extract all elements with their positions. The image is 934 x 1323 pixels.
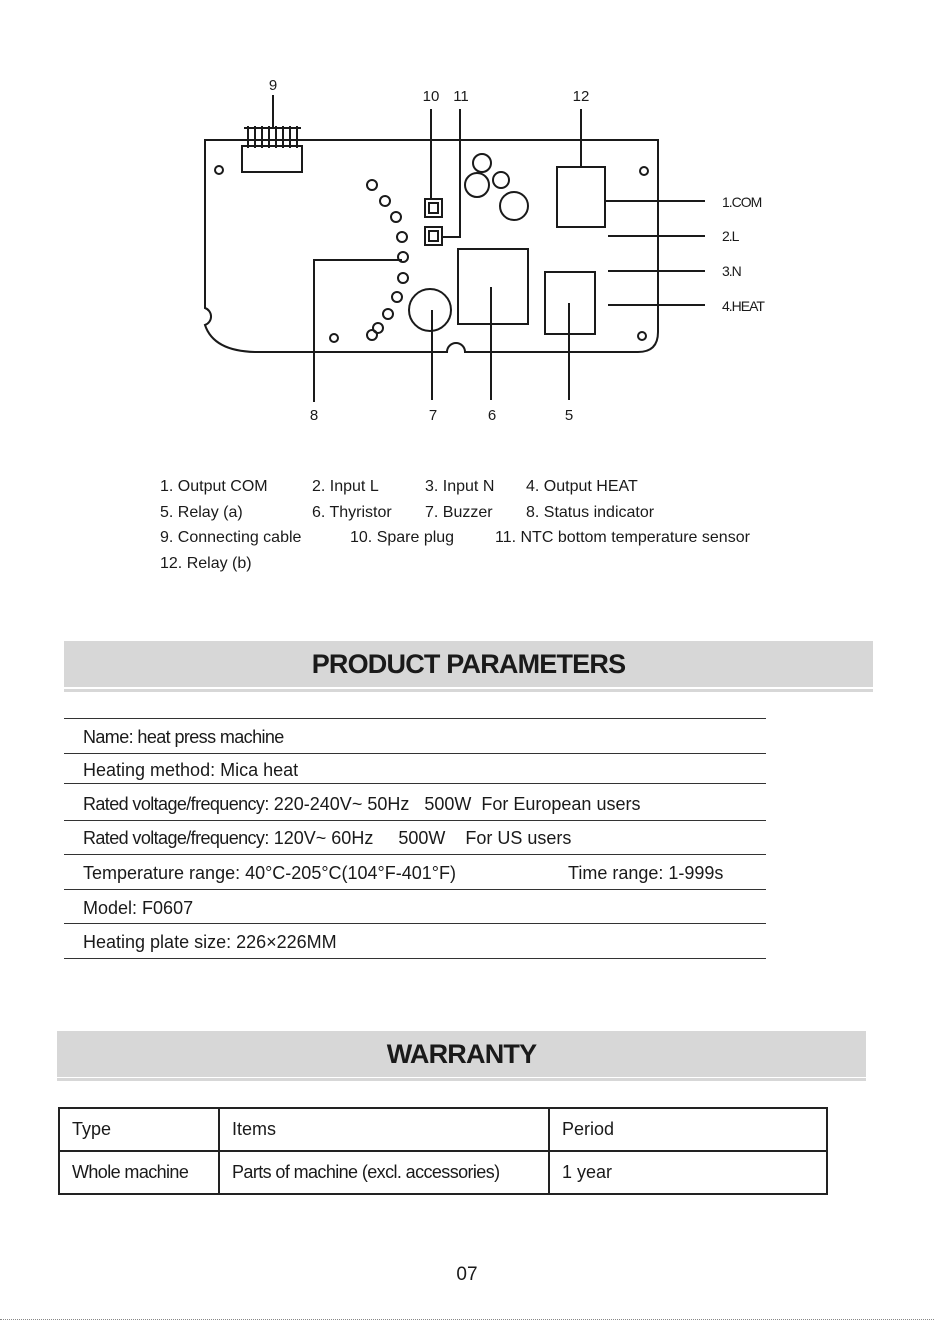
table-header-cell: Type — [59, 1108, 219, 1151]
legend-item: 7. Buzzer — [425, 503, 493, 521]
param-row-temperature — [64, 854, 766, 889]
warranty-table — [58, 1107, 828, 1195]
table-cell: Whole machine — [59, 1151, 219, 1194]
product-parameters-list — [64, 718, 766, 959]
spare-plug — [425, 199, 442, 217]
table-cell: Parts of machine (excl. accessories) — [219, 1151, 549, 1194]
legend-item: 9. Connecting cable — [160, 529, 302, 546]
legend-item: 6. Thyristor — [312, 503, 392, 521]
legend-row — [160, 551, 750, 577]
callout-7: 7 — [428, 407, 438, 424]
param-value: Mica heat — [220, 760, 299, 780]
legend-item: 12. Relay (b) — [160, 554, 252, 572]
heading-divider — [64, 689, 873, 692]
table-cell: 1 year — [549, 1151, 827, 1194]
param-row-voltage-us — [64, 820, 766, 854]
callout-10: 10 — [422, 88, 440, 105]
param-label: Rated voltage/frequency: — [83, 794, 269, 814]
param-value: Time range: 1-999s — [568, 863, 724, 883]
page-number: 07 — [456, 1264, 478, 1285]
buzzer — [409, 289, 451, 331]
table-header-cell: Period — [549, 1108, 827, 1151]
legend-item: 1. Output COM — [160, 478, 268, 495]
param-row-plate-size — [64, 923, 766, 959]
warranty-heading: WARRANTY — [57, 1031, 866, 1077]
legend-item: 11. NTC bottom temperature sensor — [495, 529, 750, 546]
table-row — [59, 1151, 827, 1194]
legend-item: 8. Status indicator — [526, 503, 655, 521]
connecting-cable-plug — [242, 146, 302, 172]
param-label: Heating method: — [83, 760, 216, 780]
legend-row — [160, 474, 750, 500]
param-label: Name: heat press machine — [83, 727, 284, 747]
table-header-row — [59, 1108, 827, 1151]
param-row-heating-method — [64, 753, 766, 783]
param-value: F0607 — [142, 898, 194, 918]
callout-11: 11 — [453, 88, 469, 105]
terminal-l-label: 2.L — [722, 228, 739, 244]
thyristor — [458, 249, 528, 324]
callout-8: 8 — [309, 407, 319, 424]
param-label: Rated voltage/frequency: — [83, 828, 269, 848]
callout-12: 12 — [572, 88, 590, 105]
param-value: 220-240V~ 50Hz 500W For European users — [273, 794, 641, 814]
relay-b — [557, 167, 605, 227]
legend-row — [160, 500, 750, 526]
terminal-com-label: 1.COM — [722, 194, 762, 210]
param-row-model — [64, 889, 766, 923]
terminal-n-label: 3.N — [722, 263, 741, 279]
legend-item: 3. Input N — [425, 478, 495, 495]
legend-item: 2. Input L — [312, 478, 379, 495]
legend-item: 5. Relay (a) — [160, 503, 243, 521]
legend-item: 10. Spare plug — [350, 529, 455, 546]
ntc-sensor — [425, 227, 442, 245]
param-label: Temperature range: 40°C-205°C(104°F-401°F) — [83, 863, 456, 883]
circuit-board-diagram — [0, 0, 934, 450]
product-parameters-heading: PRODUCT PARAMETERS — [64, 641, 873, 687]
callout-6: 6 — [487, 407, 497, 424]
footer-divider — [0, 1319, 934, 1320]
param-row-name — [64, 718, 766, 753]
heading-divider — [57, 1078, 866, 1081]
terminal-heat-label: 4.HEAT — [722, 298, 764, 314]
component-legend — [160, 474, 750, 576]
param-value: 120V~ 60Hz 500W For US users — [273, 828, 572, 848]
legend-row — [160, 525, 750, 551]
param-label: Heating plate size: 226×226MM — [83, 932, 337, 952]
param-label: Model: — [83, 898, 138, 918]
legend-item: 4. Output HEAT — [526, 478, 638, 495]
param-row-voltage-eu — [64, 783, 766, 820]
callout-9: 9 — [268, 77, 278, 94]
callout-5: 5 — [564, 407, 574, 424]
table-header-cell: Items — [219, 1108, 549, 1151]
